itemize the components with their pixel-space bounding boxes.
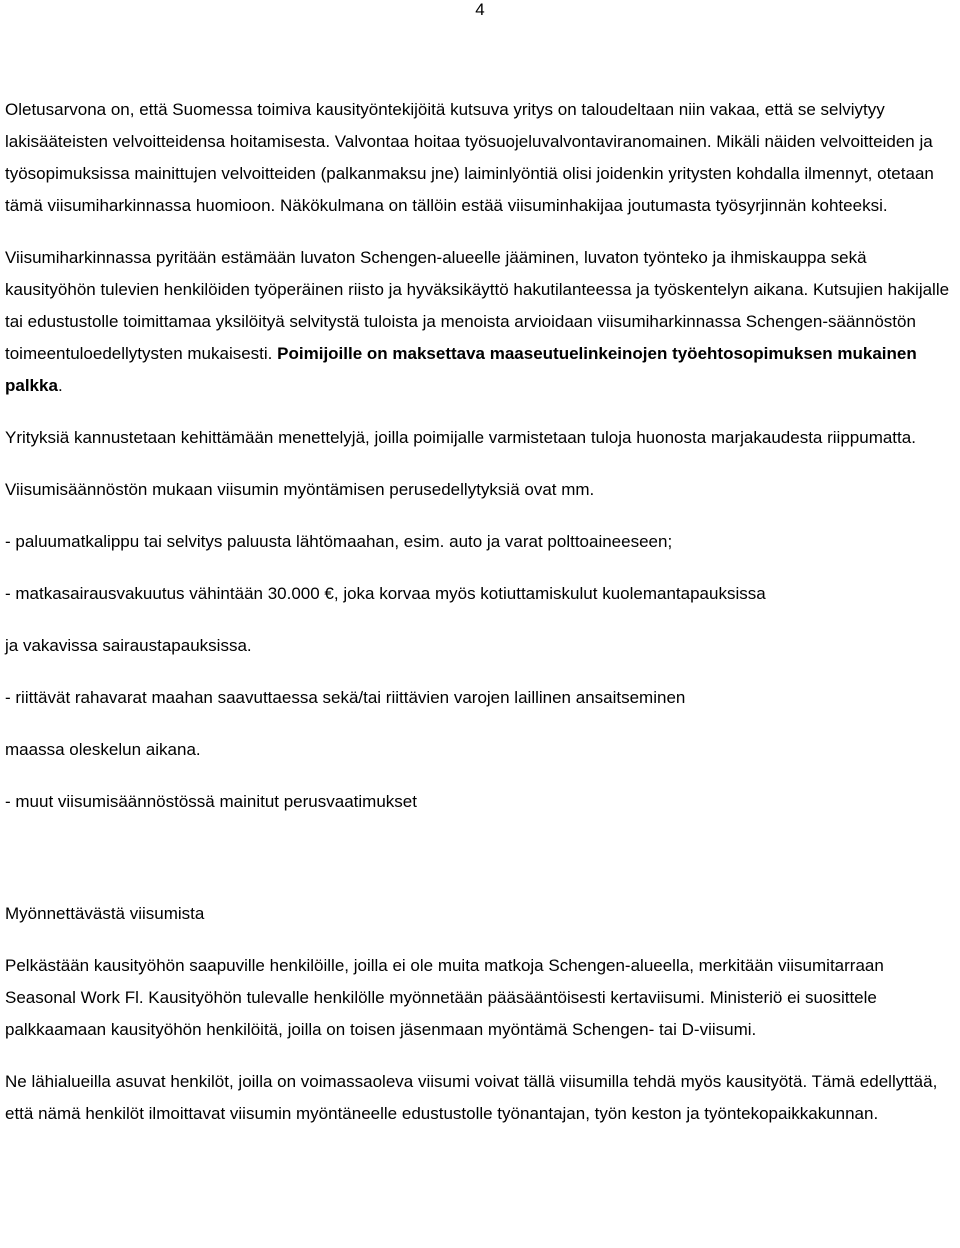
paragraph-encouragement: Yrityksiä kannustetaan kehittämään menettelyjä, joilla poimijalle varmistetaan tuloja huonosta marjakaudesta riippumatta. [5, 428, 916, 447]
requirement-item-funds: - riittävät rahavarat maahan saavuttaessa sekä/tai riittävien varojen laillinen ansaitseminen [5, 688, 686, 707]
wage-requirement-bold: Poimijoille on maksettava maaseutuelinkeinojen työehtosopimuksen mukainen palkka [5, 344, 917, 395]
paragraph-seasonal-visa: Pelkästään kausityöhön saapuville henkilöille, joilla ei ole muita matkoja Schengen-alueella, merkitään viisumitarraan Seasonal Work Fl. Kausityöhön tulevalle henkilölle myönnetään pääsääntöisesti kertaviisumi. Ministeriö ei suosittele palkkaamaan kausityöhön henkilöitä, joilla on toisen jäsenmaan myöntämä Schengen- tai D-viisumi. [5, 956, 884, 1039]
requirement-item-insurance-cont: ja vakavissa sairaustapauksissa. [5, 636, 252, 655]
page-number: 4 [475, 0, 485, 19]
requirement-item-other: - muut viisumisäännöstössä mainitut perusvaatimukset [5, 792, 417, 811]
wage-requirement-period: . [57, 376, 63, 395]
section-spacer [5, 838, 951, 898]
document-body [5, 94, 951, 1150]
paragraph-obligations: Oletusarvona on, että Suomessa toimiva kausityöntekijöitä kutsuva yritys on taloudeltaan niin vakaa, että se selviytyy lakisääteisten velvoitteidensa hoitamisesta. Valvontaa hoitaa työsuojeluvalvontaviranomainen. Mikäli näiden velvoitteiden ja työsopimuksissa mainittujen velvoitteiden (palkanmaksu jne) laiminlyöntiä olisi joidenkin yritysten kohdalla ilmennyt, otetaan tämä viisumiharkinnassa huomioon. Näkökulmana on tällöin estää viisuminhakijaa joutumasta työsyrjinnän kohteeksi. [5, 100, 934, 215]
paragraph-visa-assessment-text: Viisumiharkinnassa pyritään estämään luvaton Schengen-alueelle jääminen, luvaton työnteko ja ihmiskauppa sekä kausityöhön tulevien henkilöiden työperäinen riisto ja hyväksikäyttö hakutilanteessa ja työskentelyn aikana. Kutsujien hakijalle tai edustustolle toimittamaa yksilöityä selvitystä tuloista ja menoista arvioidaan viisumiharkinnassa Schengen-säännöstön toimeentuloedellytysten mukaisesti. [5, 248, 950, 363]
requirement-item-funds-cont: maassa oleskelun aikana. [5, 740, 201, 759]
section-heading: Myönnettävästä viisumista [5, 904, 205, 923]
requirement-item-return-ticket: - paluumatkalippu tai selvitys paluusta lähtömaahan, esim. auto ja varat polttoaineeseen; [5, 532, 673, 551]
requirement-item-insurance: - matkasairausvakuutus vähintään 30.000 €, joka korvaa myös kotiuttamiskulut kuolemantapauksissa [5, 584, 766, 603]
paragraph-nearby-residents: Ne lähialueilla asuvat henkilöt, joilla on voimassaoleva viisumi voivat tällä viisumilla tehdä myös kausityötä. Tämä edellyttää, että nämä henkilöt ilmoittavat viisumin myöntäneelle edustustolle työnantajan, työn keston ja työntekopaikkakunnan. [5, 1072, 938, 1123]
paragraph-requirements-intro: Viisumisäännöstön mukaan viisumin myöntämisen perusedellytyksiä ovat mm. [5, 480, 595, 499]
paragraph-visa-assessment [5, 242, 951, 402]
